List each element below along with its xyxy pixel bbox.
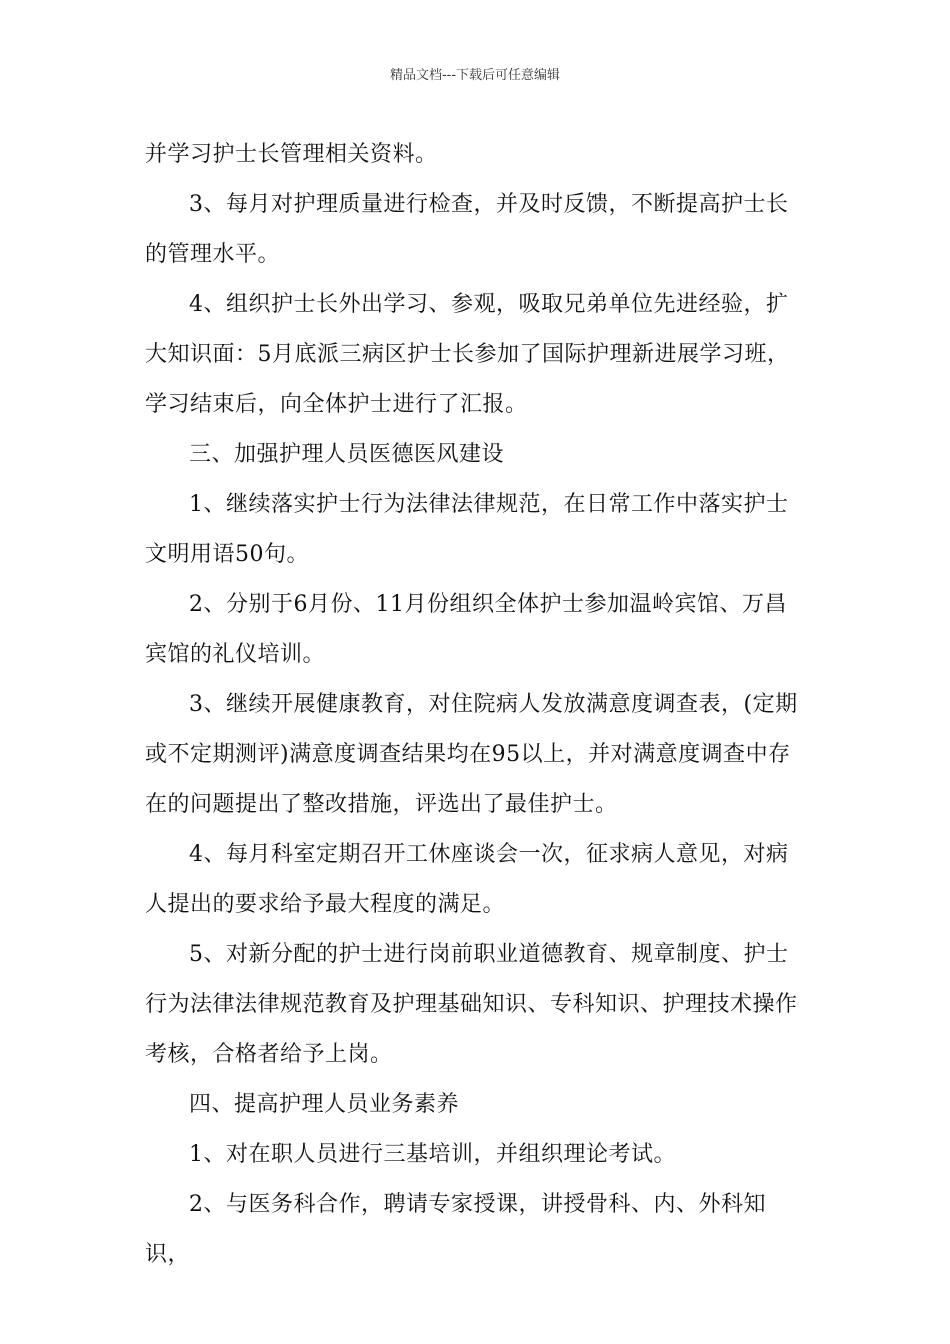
page-header: 精品文档---下载后可任意编辑 <box>389 68 561 83</box>
paragraph: 2、与医务科合作，聘请专家授课，讲授骨科、内、外科知识， <box>145 1192 766 1267</box>
paragraph: 5、对新分配的护士进行岗前职业道德教育、规章制度、护士行为法律法律规范教育及护理基础知识、专科知识、护理技术操作考核，合格者给予上岗。 <box>145 942 798 1067</box>
paragraph: 4、组织护士长外出学习、参观，吸取兄弟单位先进经验，扩大知识面：5月底派三病区护士长参加了国际护理新进展学习班，学习结束后，向全体护士进行了汇报。 <box>145 292 790 417</box>
paragraph: 1、继续落实护士行为法律法律规范，在日常工作中落实护士文明用语50句。 <box>145 492 789 567</box>
paragraph: 1、对在职人员进行三基培训，并组织理论考试。 <box>189 1142 676 1167</box>
paragraph: 2、分别于6月份、11月份组织全体护士参加温岭宾馆、万昌宾馆的礼仪培训。 <box>145 592 787 667</box>
paragraph: 并学习护士长管理相关资料。 <box>145 142 438 167</box>
section-heading: 三、加强护理人员医德医风建设 <box>189 442 505 467</box>
document-body <box>145 130 809 1280</box>
section-heading: 四、提高护理人员业务素养 <box>189 1092 460 1117</box>
paragraph: 3、继续开展健康教育，对住院病人发放满意度调查表，(定期或不定期测评)满意度调查结果均在95以上，并对满意度调查中存在的问题提出了整改措施，评选出了最佳护士。 <box>145 692 798 817</box>
paragraph: 4、每月科室定期召开工休座谈会一次，征求病人意见，对病人提出的要求给予最大程度的满足。 <box>145 842 789 917</box>
paragraph: 3、每月对护理质量进行检查，并及时反馈，不断提高护士长的管理水平。 <box>145 192 789 267</box>
